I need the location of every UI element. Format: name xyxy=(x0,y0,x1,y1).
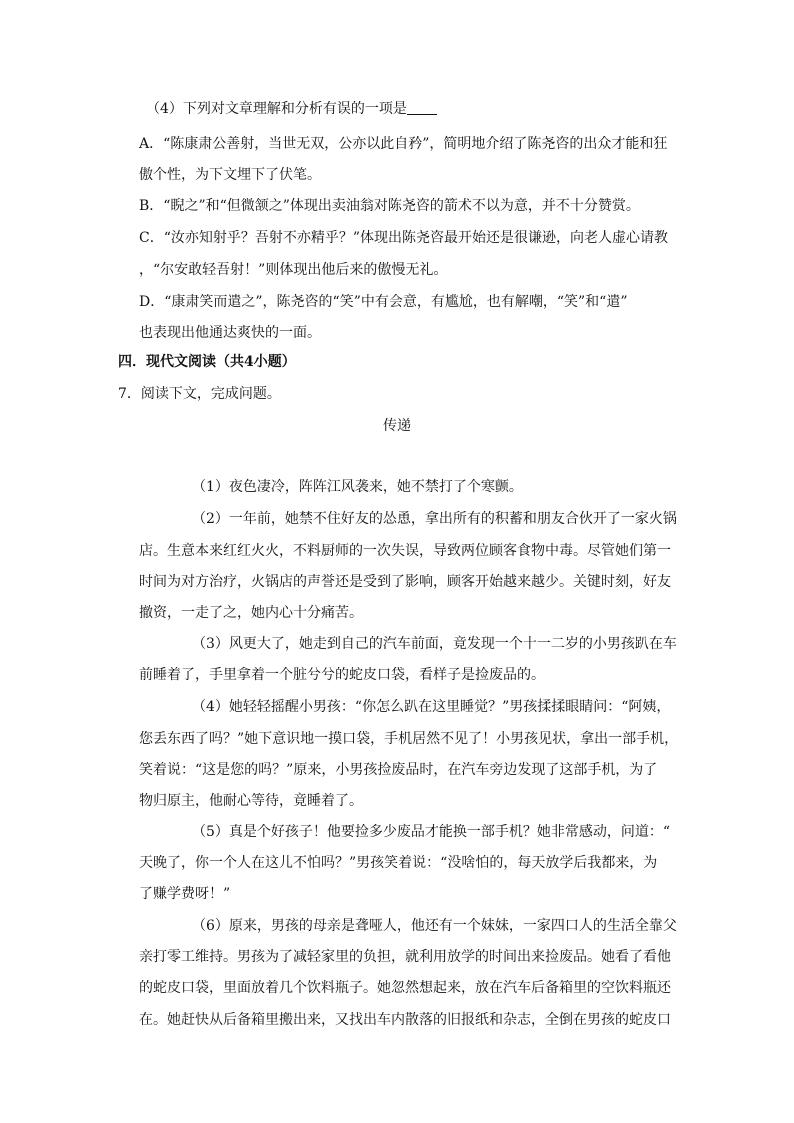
paragraph-3-line-2: 前睡着了，手里拿着一个脏兮兮的蛇皮口袋，看样子是捡废品的。 xyxy=(139,667,545,683)
option-b-line-1: B．“睨之”和“但微颔之”体现出卖油翁对陈尧咨的箭术不以为意，并不十分赞赏。 xyxy=(139,198,640,214)
paragraph-6-line-1: （6）原来，男孩的母亲是聋哑人，他还有一个妹妹，一家四口人的生活全靠父 xyxy=(192,918,677,934)
option-a-line-1: A．“陈康肃公善射，当世无双，公亦以此自矜”，简明地介绍了陈尧咨的出众才能和狂 xyxy=(139,136,668,152)
option-d-line-1: D．“康肃笑而遣之”，陈尧咨的“笑”中有会意，有尴尬，也有解嘲，“笑”和“遣” xyxy=(139,294,628,310)
option-d-line-2: 也表现出他通达爽快的一面。 xyxy=(139,325,321,341)
paragraph-5-line-1: （5）真是个好孩子！他要捡多少废品才能换一部手机？她非常感动，问道：“ xyxy=(192,824,671,840)
question-7-intro: 7．阅读下文，完成问题。 xyxy=(118,386,281,402)
paragraph-6-line-2: 亲打零工维持。男孩为了减轻家里的负担，就利用放学的时间出来捡废品。她看了看他 xyxy=(139,949,671,965)
section-heading: 四．现代文阅读（共4小题） xyxy=(118,354,296,370)
answer-blank[interactable] xyxy=(407,100,437,115)
paragraph-5-line-3: 了赚学费呀！” xyxy=(139,886,231,902)
article-title: 传递 xyxy=(383,418,411,434)
question-4-stem xyxy=(146,99,437,119)
paragraph-6-line-4: 在。她赶快从后备箱里搬出来，又找出车内散落的旧报纸和杂志，全倒在男孩的蛇皮口 xyxy=(139,1012,671,1028)
paragraph-3-line-1: （3）风更大了，她走到自己的汽车前面，竟发现一个十一二岁的小男孩趴在车 xyxy=(192,636,677,652)
paragraph-5-line-2: 天晚了，你一个人在这儿不怕吗？”男孩笑着说：“没啥怕的，每天放学后我都来，为 xyxy=(139,855,658,871)
paragraph-1-line-1: （1）夜色凄冷，阵阵江风袭来，她不禁打了个寒颤。 xyxy=(192,479,523,495)
paragraph-4-line-1: （4）她轻轻摇醒小男孩：“你怎么趴在这里睡觉？”男孩揉揉眼睛问：“阿姨， xyxy=(192,699,671,715)
paragraph-6-line-3: 的蛇皮口袋，里面放着几个饮料瓶子。她忽然想起来，放在汽车后备箱里的空饮料瓶还 xyxy=(139,980,671,996)
paragraph-2-line-1: （2）一年前，她禁不住好友的怂恿，拿出所有的积蓄和朋友合伙开了一家火锅 xyxy=(192,511,677,527)
paragraph-2-line-4: 撤资，一走了之，她内心十分痛苦。 xyxy=(139,605,363,621)
paragraph-4-line-2: 您丢东西了吗？”她下意识地一摸口袋，手机居然不见了！小男孩见状，拿出一部手机， xyxy=(139,731,679,747)
option-a-line-2: 傲个性，为下文埋下了伏笔。 xyxy=(139,167,321,183)
question-4-stem-text: （4）下列对文章理解和分析有误的一项是 xyxy=(146,101,407,117)
paragraph-2-line-2: 店。生意本来红红火火，不料厨师的一次失误，导致两位顾客食物中毒。尽管她们第一 xyxy=(139,543,671,559)
option-c-line-2: ，“尔安敢轻吾射！”则体现出他后来的傲慢无礼。 xyxy=(139,262,448,278)
paragraph-2-line-3: 时间为对方治疗，火锅店的声誉还是受到了影响，顾客开始越来越少。关键时刻，好友 xyxy=(139,574,671,590)
option-c-line-1: C．“汝亦知射乎？吾射不亦精乎？”体现出陈尧咨最开始还是很谦逊，向老人虚心请教 xyxy=(139,230,669,246)
paragraph-4-line-4: 物归原主，他耐心等待，竟睡着了。 xyxy=(139,793,363,809)
paragraph-4-line-3: 笑着说：“这是您的吗？”原来，小男孩捡废品时，在汽车旁边发现了这部手机，为了 xyxy=(139,762,658,778)
